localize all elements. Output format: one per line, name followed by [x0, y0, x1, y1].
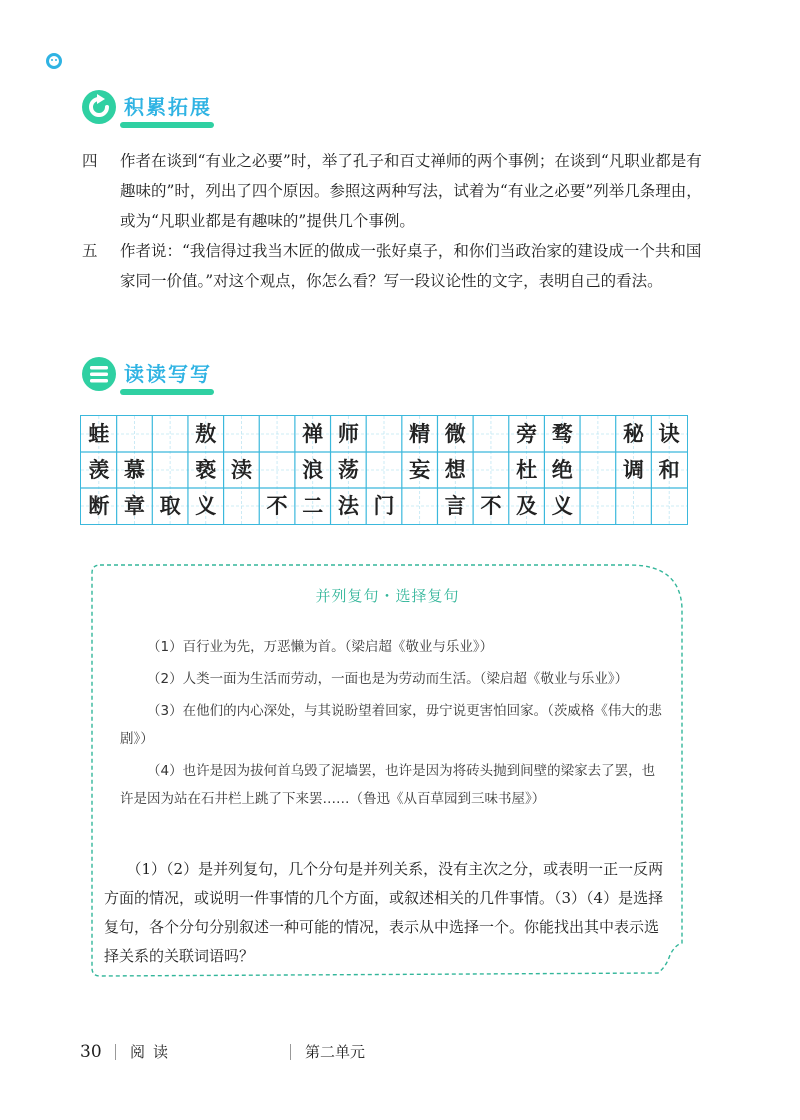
vocab-char: 诀 — [658, 421, 680, 446]
vocab-char: 慕 — [123, 457, 145, 482]
section-heading-accumulate — [80, 88, 212, 126]
footer-section-label: 阅读 — [130, 1043, 177, 1061]
vocab-char: 旁 — [516, 421, 538, 446]
vocab-char: 骛 — [551, 421, 573, 446]
vocab-char: 义 — [551, 493, 573, 518]
vocab-char: 敖 — [195, 421, 217, 446]
vocab-char: 门 — [373, 493, 395, 518]
example-sentence: （3）在他们的内心深处，与其说盼望着回家，毋宁说更害怕回家。（茨威格《伟大的悲剧》） — [120, 703, 662, 747]
vocab-char: 章 — [123, 493, 145, 518]
footer-unit-label: 第二单元 — [305, 1043, 366, 1061]
vocab-char: 和 — [658, 457, 680, 482]
vocab-char: 义 — [195, 493, 217, 518]
vocab-char: 妄 — [409, 457, 431, 482]
section-title: 读读写写 — [124, 358, 212, 391]
exercise-item — [82, 146, 702, 236]
footer-divider — [290, 1044, 291, 1060]
grammar-summary: （1）（2）是并列复句，几个分句是并列关系，没有主次之分，或表明一正一反两方面的情况，或说明一件事情的几个方面，或叙述相关的几件事情。（3）（4）是选择复句，各个分句分别叙述一种可能的情况，表示从中选择一个。你能找出其中表示选择关系的关联词语吗？ — [104, 860, 664, 965]
section-title: 积累拓展 — [124, 91, 212, 124]
vocab-char: 秘 — [623, 421, 645, 446]
example-sentence: （4）也许是因为拔何首乌毁了泥墙罢，也许是因为将砖头抛到间壁的梁家去了罢，也许是因为站在石井栏上跳了下来罢……（鲁迅《从百草园到三味书屋》） — [120, 763, 656, 807]
vocab-char: 精 — [409, 421, 431, 446]
vocab-char: 杜 — [516, 457, 538, 482]
vocab-char: 蛙 — [88, 421, 110, 446]
footer-divider — [115, 1044, 116, 1060]
refresh-arrow-icon — [80, 88, 118, 126]
vocab-char: 不 — [266, 493, 288, 518]
vocab-char: 渎 — [230, 457, 252, 482]
vocab-char: 法 — [337, 493, 359, 518]
page-footer — [80, 1040, 720, 1064]
page-number: 30 — [80, 1042, 102, 1062]
exercise-item — [82, 236, 702, 296]
exercise-text: 作者在谈到“有业之必要”时，举了孔子和百丈禅师的两个事例；在谈到“凡职业都是有趣味的”时，列出了四个原因。参照这两种写法，试着为“有业之必要”列举几条理由，或为“凡职业都是有趣味的”提供几个事例。 — [120, 152, 702, 230]
smiley-badge-icon — [45, 52, 63, 70]
example-list — [120, 633, 665, 817]
vocab-char: 微 — [444, 421, 466, 446]
vocab-char: 及 — [516, 493, 538, 518]
grammar-note-box — [90, 563, 685, 980]
vocab-char: 亵 — [195, 457, 217, 482]
vocab-char: 断 — [88, 493, 110, 518]
vocab-char: 荡 — [337, 457, 359, 482]
box-title: 并列复句・选择复句 — [315, 587, 460, 605]
example-sentence: （1）百行业为先，万恶懒为首。（梁启超《敬业与乐业》） — [147, 639, 494, 655]
vocab-char: 绝 — [551, 457, 573, 482]
section-heading-read-write — [80, 355, 212, 393]
vocab-char: 师 — [337, 421, 359, 446]
list-icon — [80, 355, 118, 393]
example-sentence: （2）人类一面为生活而劳动，一面也是为劳动而生活。（梁启超《敬业与乐业》） — [147, 671, 629, 687]
exercise-number: 四 — [82, 152, 98, 170]
vocab-char: 禅 — [302, 421, 324, 446]
vocab-char: 二 — [302, 493, 324, 518]
vocabulary-grid — [80, 415, 688, 525]
vocab-char: 调 — [623, 457, 645, 482]
vocab-char: 取 — [159, 493, 181, 518]
exercise-text: 作者说：“我信得过我当木匠的做成一张好桌子，和你们当政治家的建设成一个共和国家同一价值。”对这个观点，你怎么看？写一段议论性的文字，表明自己的看法。 — [120, 242, 702, 290]
vocab-char: 言 — [444, 493, 466, 518]
vocab-char: 浪 — [302, 457, 324, 482]
vocab-char: 不 — [480, 493, 502, 518]
vocab-char: 羡 — [88, 457, 110, 482]
exercise-number: 五 — [82, 242, 98, 260]
vocab-char: 想 — [444, 457, 466, 482]
